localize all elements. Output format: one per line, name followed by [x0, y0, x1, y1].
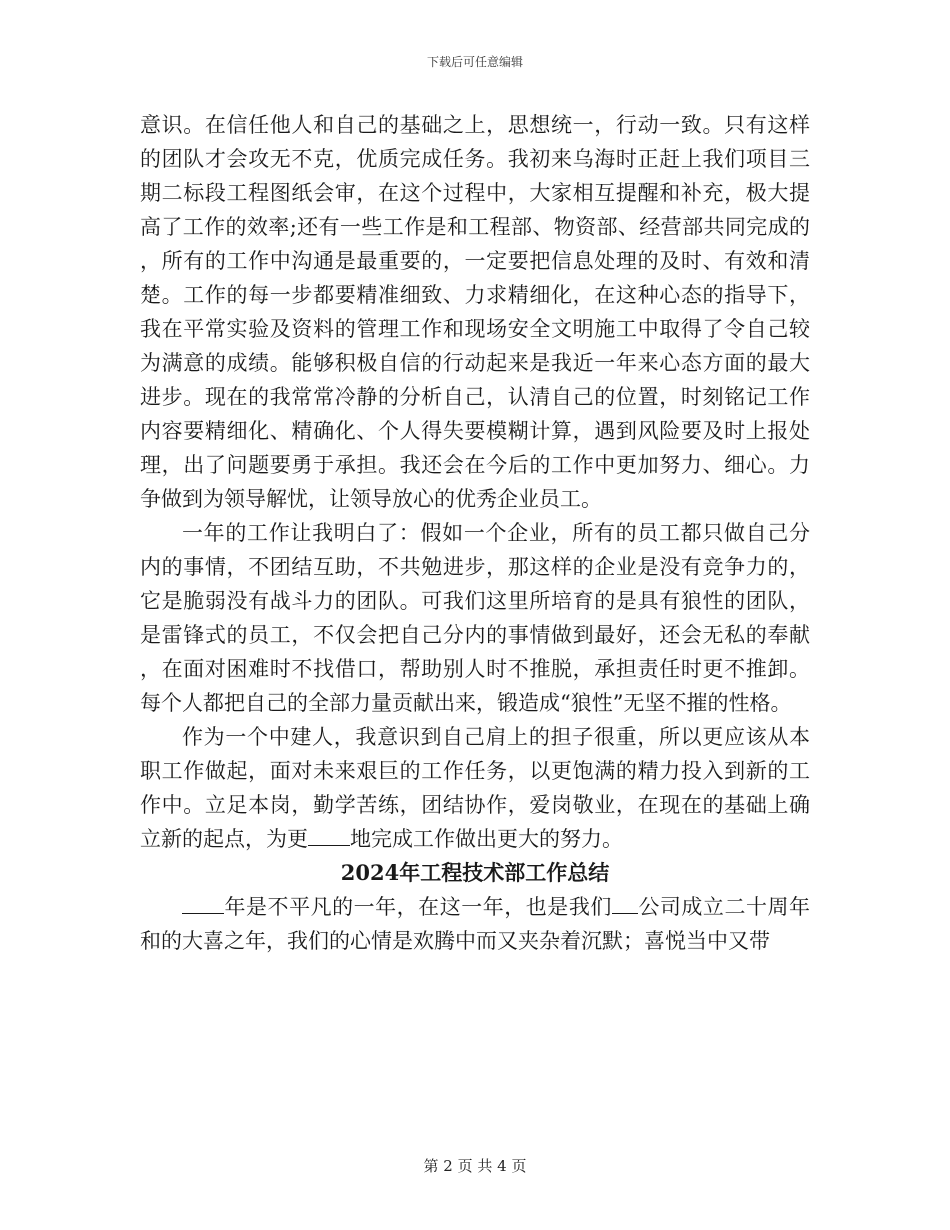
paragraph-2: 一年的工作让我明白了：假如一个企业，所有的员工都只做自己分内的事情，不团结互助，不共勉进步，那这样的企业是没有竞争力的，它是脆弱没有战斗力的团队。可我们这里所培育的是具有狼性的团队，是雷锋式的员工，不仅会把自己分内的事情做到最好，还会无私的奉献，在面对困难时不找借口，帮助别人时不推脱，承担责任时更不推卸。每个人都把自己的全部力量贡献出来，锻造成“狼性”无坚不摧的性格。 [140, 521, 810, 715]
page-header: 下载后可任意编辑 [426, 55, 523, 69]
fill-in-blank [308, 825, 350, 846]
document-body [140, 108, 810, 958]
fill-in-blank [612, 893, 638, 914]
section-paragraph-1 [140, 890, 810, 958]
section-paragraph-1-text-b: 公司成立二十周年和的大喜之年，我们的心情是欢腾中而又夹杂着沉默；喜悦当中又带 [140, 895, 811, 953]
paragraph-3 [140, 720, 810, 856]
section-paragraph-1-text-a: 年是不平凡的一年，在这一年，也是我们 [224, 895, 612, 919]
section-title: 2024年工程技术部工作总结 [340, 860, 610, 885]
page-footer: 第 2 页 共 4 页 [423, 1157, 527, 1175]
paragraph-1: 意识。在信任他人和自己的基础之上，思想统一，行动一致。只有这样的团队才会攻无不克，优质完成任务。我初来乌海时正赶上我们项目三期二标段工程图纸会审，在这个过程中，大家相互提醒和补充，极大提高了工作的效率;还有一些工作是和工程部、物资部、经营部共同完成的，所有的工作中沟通是最重要的，一定要把信息处理的及时、有效和清楚。工作的每一步都要精准细致、力求精细化，在这种心态的指导下，我在平常实验及资料的管理工作和现场安全文明施工中取得了令自己较为满意的成绩。能够积极自信的行动起来是我近一年来心态方面的最大进步。现在的我常常冷静的分析自己，认清自己的位置，时刻铭记工作内容要精细化、精确化、个人得失要模糊计算，遇到风险要及时上报处理，出了问题要勇于承担。我还会在今后的工作中更加努力、细心。力争做到为领导解忧，让领导放心的优秀企业员工。 [140, 113, 810, 511]
fill-in-blank [182, 893, 224, 914]
paragraph-3-text-start: 作为一个中建人，我意识到自己肩上的担子很重，所以更应该从本职工作做起，面对未来艰巨的工作任务，以更饱满的精力投入到新的工作中。立足本岗，勤学苦练，团结协作，爱岗敬业，在现在的基础上确立新的起点，为更 [140, 725, 810, 851]
paragraph-3-text-end: 地完成工作做出更大的努力。 [350, 827, 623, 851]
